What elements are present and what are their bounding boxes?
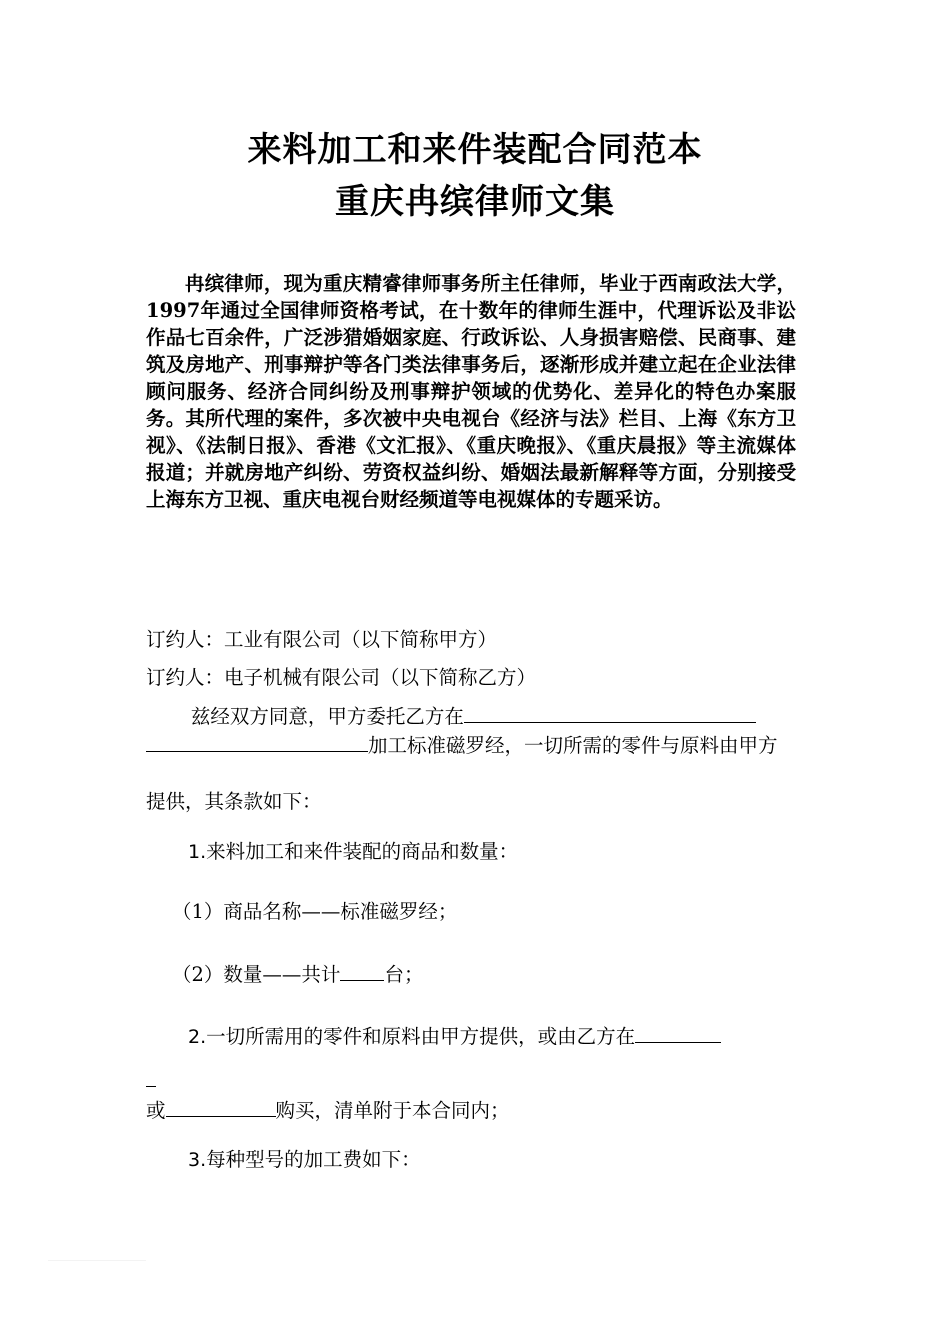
clause-2-or: 或: [146, 1099, 166, 1122]
clause-2: [188, 1022, 838, 1051]
sub-clause-2-number: （2）: [172, 963, 224, 986]
sub-clause-1: [172, 898, 822, 926]
footer-divider: [48, 1260, 146, 1261]
sub-clause-2: [172, 960, 822, 989]
quantity-blank: [340, 960, 384, 981]
clause-2-number: 2.: [188, 1026, 207, 1048]
sub-clause-1-number: （1）: [172, 900, 224, 923]
clause-1-number: 1.: [188, 841, 207, 863]
sub-clause-2-text: 数量——共计: [223, 963, 341, 986]
clause-2-continuation-blank: [146, 1066, 796, 1095]
agreement-text-middle: 加工标准磁罗经，一切所需的零件与原料由甲方: [368, 734, 778, 757]
clause-2-text: 一切所需用的零件和原料由甲方提供，或由乙方在: [206, 1025, 636, 1048]
agreement-paragraph: [146, 702, 796, 760]
sub-clause-2-unit: 台；: [384, 963, 424, 986]
clause-3-text: 每种型号的加工费如下：: [206, 1148, 421, 1171]
location-blank-2: [146, 731, 368, 752]
clause-2-tail: 购买，清单附于本合同内；: [275, 1099, 510, 1122]
document-title: 来料加工和来件装配合同范本: [247, 130, 703, 170]
lawyer-bio-paragraph: 冉缤律师，现为重庆精睿律师事务所主任律师，毕业于西南政法大学，1997年通过全国律师资格考试，在十数年的律师生涯中，代理诉讼及非讼作品七百余件，广泛涉猎婚姻家庭、行政诉讼、人身损害赔偿、民商事、建筑及房地产、刑事辩护等各门类法律事务后，逐渐形成并建立起在企业法律顾问服务、经济合同纠纷及刑事辩护领域的优势化、差异化的特色办案服务。其所代理的案件，多次被中央电视台《经济与法》栏目、上海《东方卫视》、《法制日报》、香港《文汇报》、《重庆晚报》、《重庆晨报》等主流媒体报道；并就房地产纠纷、劳资权益纠纷、婚姻法最新解释等方面，分别接受上海东方卫视、重庆电视台财经频道等电视媒体的专题采访。: [146, 272, 796, 511]
agreement-text-end: 提供，其条款如下：: [146, 790, 322, 813]
location-blank-1: [464, 702, 756, 723]
purchase-location-blank-1: [635, 1022, 721, 1043]
sub-clause-1-text: 商品名称——标准磁罗经；: [223, 900, 458, 923]
clause-2-continued: [146, 1096, 796, 1125]
agreement-text-start: 兹经双方同意，甲方委托乙方在: [190, 705, 464, 728]
party-a-line: 订约人：工业有限公司（以下简称甲方）: [146, 628, 498, 651]
clause-3-number: 3.: [188, 1149, 207, 1171]
party-b-line: 订约人：电子机械有限公司（以下简称乙方）: [146, 666, 537, 689]
clause-1: [188, 838, 838, 866]
clause-3: [188, 1146, 838, 1174]
clause-1-text: 来料加工和来件装配的商品和数量：: [206, 840, 519, 863]
document-subtitle: 重庆冉缤律师文集: [335, 182, 615, 222]
purchase-alt-blank: [166, 1096, 276, 1117]
purchase-location-blank-2: [146, 1066, 156, 1087]
